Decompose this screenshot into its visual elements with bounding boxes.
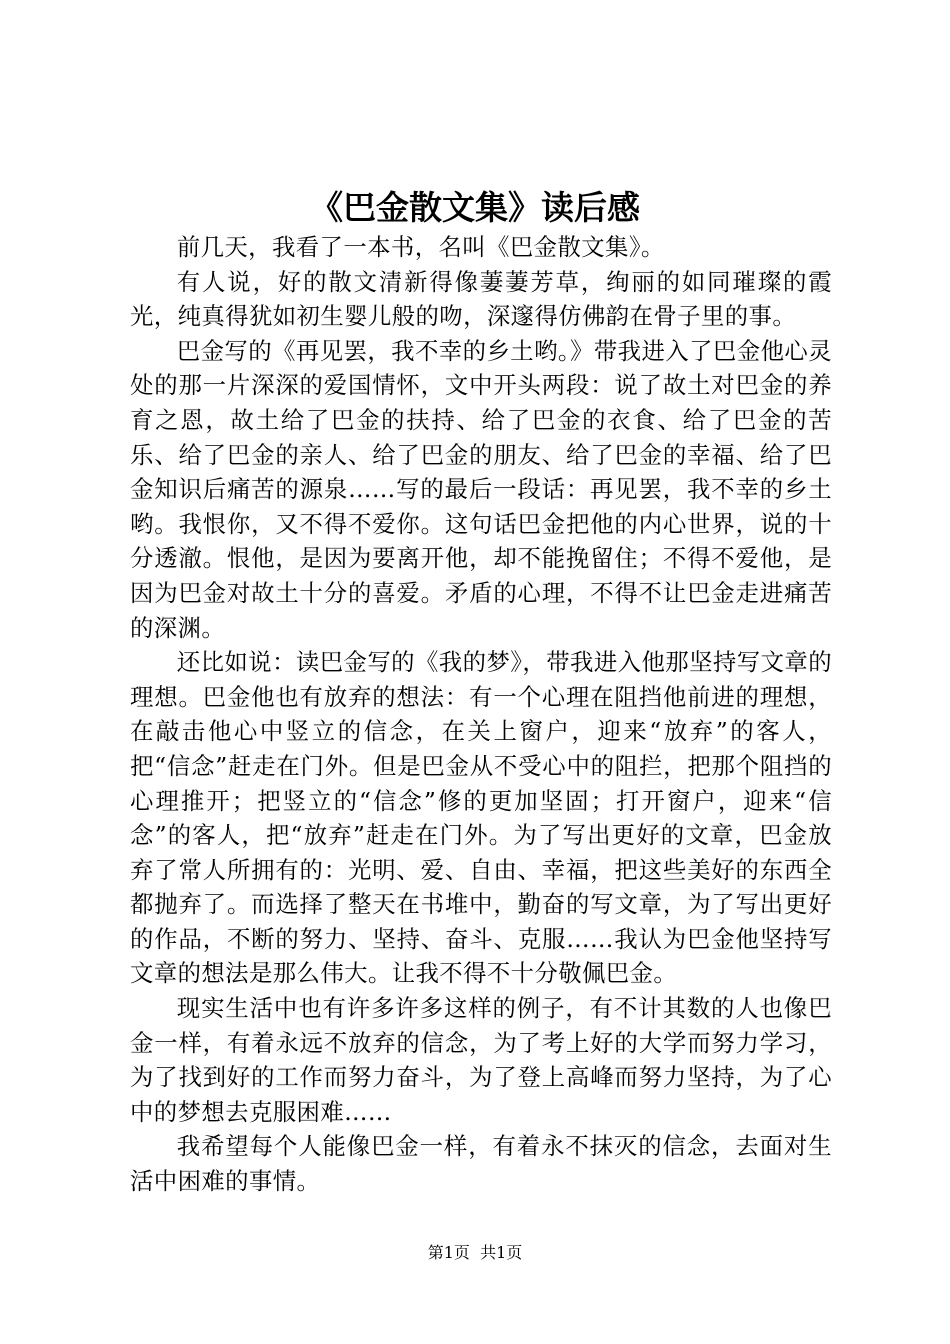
page-number: 第1页: [427, 1243, 470, 1262]
paragraph-5: 现实生活中也有许多许多这样的例子，有不计其数的人也像巴金一样，有着永远不放弃的信念，为了考上好的大学而努力学习，为了找到好的工作而努力奋斗，为了登上高峰而努力坚持，为了心中的梦想去克服困难……: [130, 994, 832, 1126]
document-title: 《巴金散文集》读后感: [310, 188, 640, 227]
page-total: 共1页: [480, 1243, 523, 1262]
paragraph-2: 有人说，好的散文清新得像萋萋芳草，绚丽的如同璀璨的霞光，纯真得犹如初生婴儿般的吻，深邃得仿佛韵在骨子里的事。: [130, 267, 832, 331]
paragraph-6: 我希望每个人能像巴金一样，有着永不抹灭的信念，去面对生活中困难的事情。: [130, 1132, 832, 1196]
paragraph-3: 巴金写的《再见罢，我不幸的乡土哟。》带我进入了巴金他心灵处的那一片深深的爱国情怀，文中开头两段：说了故土对巴金的养育之恩，故土给了巴金的扶持、给了巴金的衣食、给了巴金的苦乐、给了巴金的亲人、给了巴金的朋友、给了巴金的幸福、给了巴金知识后痛苦的源泉……写的最后一段话：再见罢，我不幸的乡土哟。我恨你，又不得不爱你。这句话巴金把他的内心世界，说的十分透澈。恨他，是因为要离开他，却不能挽留住；不得不爱他，是因为巴金对故土十分的喜爱。矛盾的心理，不得不让巴金走进痛苦的深渊。: [130, 336, 832, 642]
footer-spacer: [470, 1243, 480, 1262]
paragraph-1: 前几天，我看了一本书，名叫《巴金散文集》。: [176, 233, 665, 261]
paragraph-4: 还比如说：读巴金写的《我的梦》，带我进入他那坚持写文章的理想。巴金他也有放弃的想法：有一个心理在阻挡他前进的理想，在敲击他心中竖立的信念，在关上窗户，迎来“放弃”的客人，把“信念”赶走在门外。但是巴金从不受心中的阻拦，把那个阻挡的心理推开；把竖立的“信念”修的更加坚固；打开窗户，迎来“信念”的客人，把“放弃”赶走在门外。为了写出更好的文章，巴金放弃了常人所拥有的：光明、爱、自由、幸福，把这些美好的东西全都抛弃了。而选择了整天在书堆中，勤奋的写文章，为了写出更好的作品，不断的努力、坚持、奋斗、克服……我认为巴金他坚持写文章的想法是那么伟大。让我不得不十分敬佩巴金。: [130, 648, 832, 988]
page-footer: [0, 1242, 950, 1264]
document-body: [130, 230, 832, 1199]
